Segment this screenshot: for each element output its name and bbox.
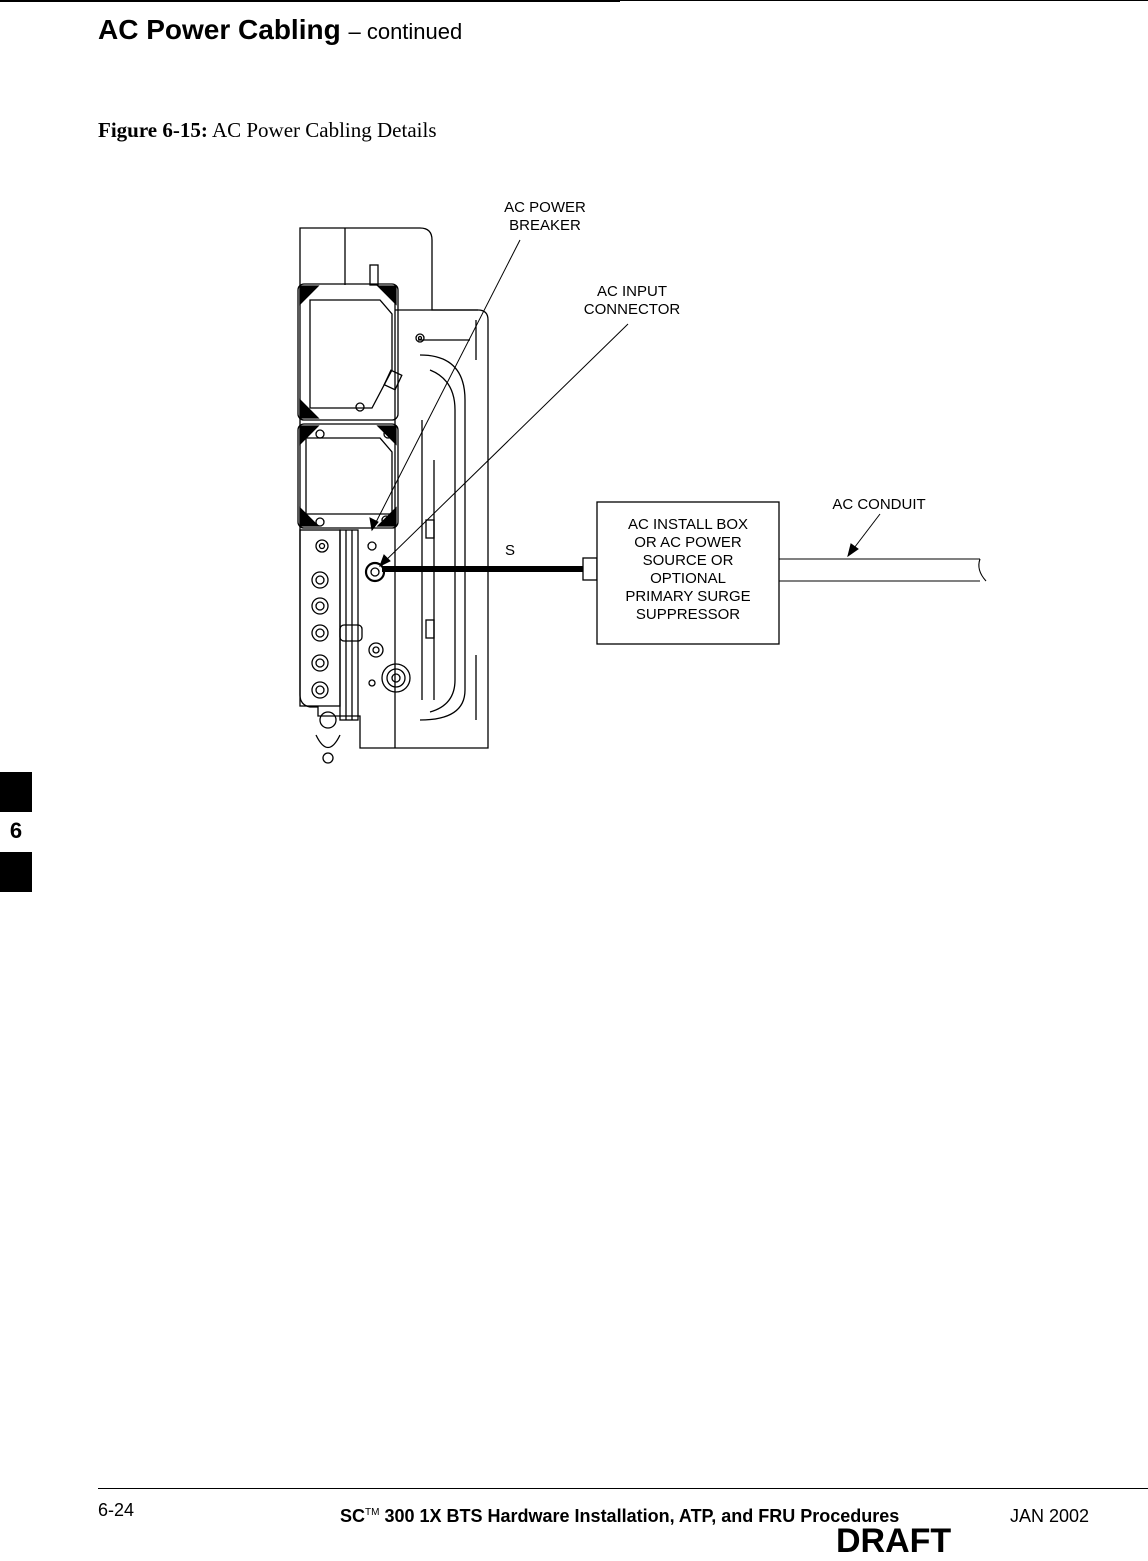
trademark-mark: TM [365, 1507, 380, 1518]
cable-gland [583, 558, 597, 580]
chapter-tab-number: 6 [9, 818, 23, 843]
book-title [340, 1506, 899, 1527]
header-title: AC Power Cabling [98, 14, 341, 45]
callout-input-2: CONNECTOR [583, 301, 681, 318]
book-title-prefix: SC [340, 1506, 366, 1526]
box-label-6: SUPPRESSOR [635, 606, 741, 623]
callout-breaker-2: BREAKER [509, 217, 581, 234]
header-suffix: – continued [348, 19, 463, 44]
box-label-4: OPTIONAL [650, 570, 726, 587]
callout-conduit: AC CONDUIT [832, 496, 926, 513]
chapter-tab-top [0, 772, 32, 812]
lower-module [298, 424, 398, 528]
box-label-2: OR AC POWER [634, 534, 742, 551]
figure-number: Figure 6-15: [98, 118, 208, 142]
callout-breaker-1: AC POWER [504, 199, 586, 216]
box-label-3: SOURCE OR [642, 552, 734, 569]
callout-s-mark: S [505, 542, 516, 559]
draft-stamp: DRAFT [836, 1522, 952, 1560]
ac-conduit [779, 559, 986, 581]
page-number: 6-24 [98, 1500, 135, 1520]
box-label-1: AC INSTALL BOX [627, 516, 749, 533]
footer-rule [98, 1488, 1148, 1489]
publication-date: JAN 2002 [1010, 1506, 1090, 1526]
box-label-5: PRIMARY SURGE [625, 588, 751, 605]
figure-title: AC Power Cabling Details [211, 118, 437, 142]
chapter-tab-bottom [0, 852, 32, 892]
book-title-rest: 300 1X BTS Hardware Installation, ATP, and FRU Procedures [379, 1506, 900, 1526]
callout-input-1: AC INPUT [596, 283, 668, 300]
